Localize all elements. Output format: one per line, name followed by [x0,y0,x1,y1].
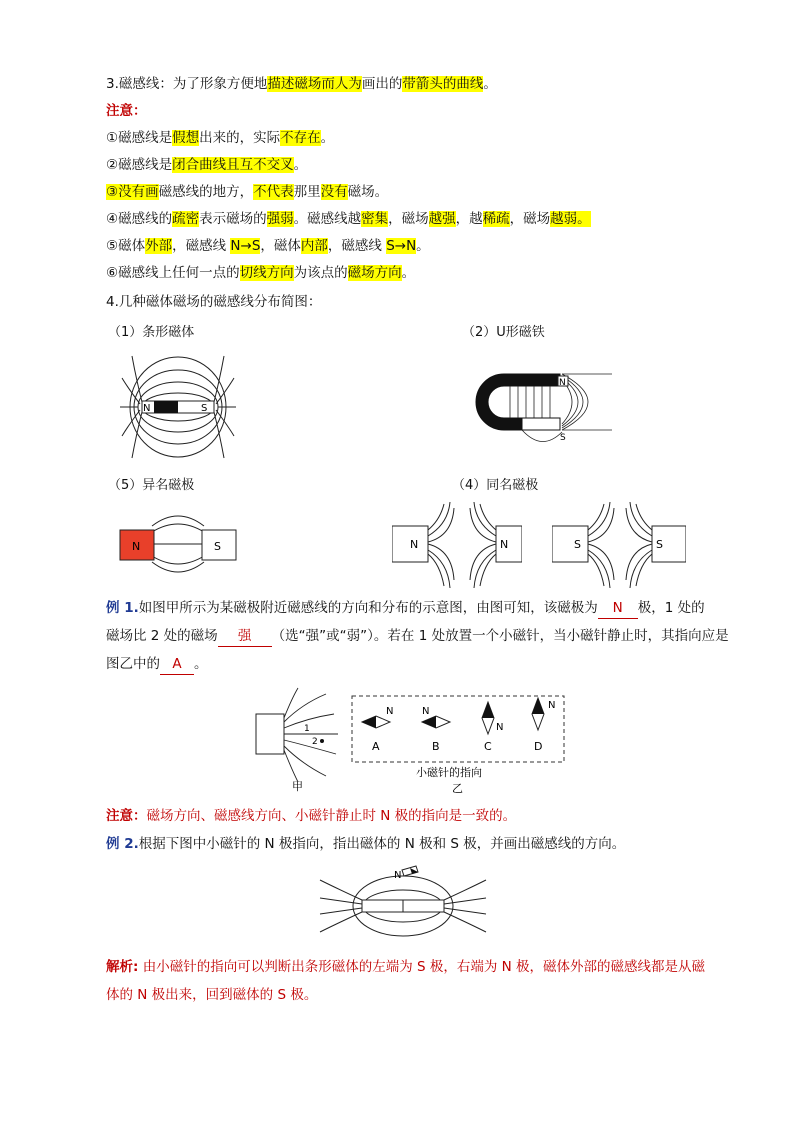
note-1: ①磁感线是假想出来的，实际不存在。 [106,130,335,146]
same-poles-ss-diagram [552,500,686,590]
answer-blank-2: 强 [218,626,272,647]
note-3: ③没有画磁感线的地方，不代表那里没有磁场。 [106,184,389,200]
example1-figure [252,684,572,796]
option-a: A [372,740,380,753]
analysis-line1: 解析: 由小磁针的指向可以判断出条形磁体的左端为 S 极，右端为 N 极，磁体外部的磁感线都是从磁 [106,959,706,975]
option-b: B [432,740,440,753]
note-4: ④磁感线的疏密表示磁场的强弱。磁感线越密集，磁场越强，越稀疏，磁场越弱。 [106,211,591,227]
example1-line3: 图乙中的 A 。 [106,654,208,675]
section3-definition: 3.磁感线：为了形象方便地描述磁场而人为画出的带箭头的曲线。 [106,76,497,92]
svg-text:N: N [422,706,430,717]
figure-jia-label: 甲 [292,780,303,793]
caption-bar-magnet: （1）条形磁体 [108,325,195,340]
same-ss-left-label: S [574,538,581,551]
example1-line2: 磁场比 2 处的磁场 强 （选“强”或“弱”）。若在 1 处放置一个小磁针，当小磁针静止时，其指向应是 [106,626,729,647]
svg-text:N: N [496,722,504,733]
point-2-label: 2 [312,737,318,747]
example2-question: 例 2.根据下图中小磁针的 N 极指向，指出磁体的 N 极和 S 极，并画出磁感线的方向。 [106,836,626,852]
same-poles-nn-diagram [392,500,522,590]
point-1-label: 1 [304,724,310,734]
same-nn-right-label: N [500,538,509,551]
needle-caption: 小磁针的指向 [416,766,482,779]
opposite-poles-diagram [118,512,238,576]
note-heading: 注意： [106,103,147,119]
same-ss-right-label: S [656,538,663,551]
option-c: C [484,740,492,753]
caption-same-poles: （4）同名磁极 [452,478,539,493]
figure-yi-label: 乙 [452,782,463,795]
answer-blank-1: N [598,598,638,619]
note-2: ②磁感线是闭合曲线且互不交叉。 [106,157,308,173]
caption-opposite-poles: （5）异名磁极 [108,478,195,493]
example1-line1: 例 1.如图甲所示为某磁极附近磁感线的方向和分布的示意图，由图可知，该磁极为 N 极，1 处的 [106,598,705,619]
example2-figure [316,858,490,942]
svg-text:N: N [548,700,556,711]
opposite-n-label: N [132,540,141,553]
u-n-label: N [559,378,566,388]
bar-n-label: N [143,403,151,414]
opposite-s-label: S [214,540,221,553]
bar-s-label: S [201,403,208,414]
answer-blank-3: A [160,654,194,675]
caption-u-magnet: （2）U形磁铁 [462,325,545,340]
note-5: ⑤磁体外部，磁感线 N→S，磁体内部，磁感线 S→N。 [106,238,430,254]
note2: 注意：磁场方向、磁感线方向、小磁针静止时 N 极的指向是一致的。 [106,808,517,824]
u-magnet-diagram [462,362,622,462]
option-d: D [534,740,543,753]
same-nn-left-label: N [410,538,419,551]
svg-text:N: N [386,706,394,717]
note-6: ⑥磁感线上任何一点的切线方向为该点的磁场方向。 [106,265,416,281]
section4-title: 4.几种磁体磁场的磁感线分布简图： [106,294,322,310]
analysis-line2: 体的 N 极出来，回到磁体的 S 极。 [106,987,318,1003]
u-s-label: S [560,433,566,443]
compass-n-label: N [394,870,402,881]
bar-magnet-diagram [118,348,238,468]
